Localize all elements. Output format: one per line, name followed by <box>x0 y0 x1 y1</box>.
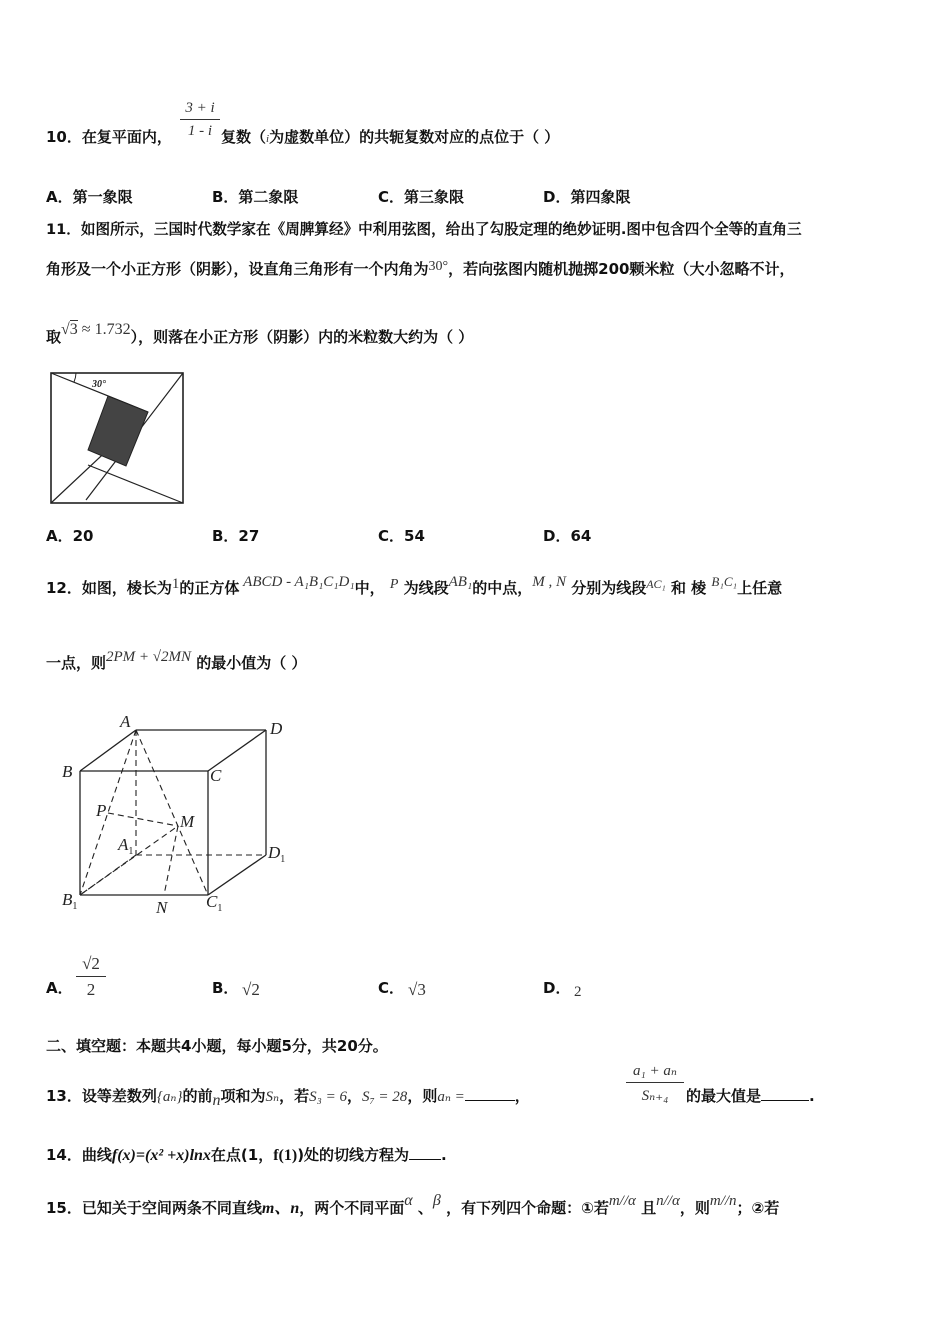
q15-t4: 且 <box>641 1199 657 1217</box>
q11-line2-after: ，若向弦图内随机抛掷200颗米粒（大小忽略不计， <box>448 260 795 278</box>
q12-option-d-letter: D． <box>543 979 571 997</box>
q11-line3: 取√3 ≈ 1.732），则落在小正方形（阴影）内的米粒数大约为（ ） <box>46 321 474 346</box>
q12-option-b-value: √2 <box>242 980 260 999</box>
angle-arc <box>74 373 76 382</box>
q13-t3: 项和为 <box>220 1087 266 1105</box>
q13-n: n <box>212 1092 221 1109</box>
q14-number: 14． <box>46 1146 82 1164</box>
angle-label: 30° <box>92 379 106 390</box>
q10-option-d: D．第四象限 <box>543 188 631 206</box>
shaded-small-square <box>88 396 148 466</box>
q11-chord-figure <box>48 370 186 506</box>
label-N: N <box>156 898 168 917</box>
q13-line <box>46 1086 530 1111</box>
q15-sep: 、 <box>417 1199 433 1217</box>
section2-title: 二、填空题：本题共4小题，每小题5分，共20分。 <box>46 1037 388 1055</box>
triangle-edge-3 <box>88 465 183 503</box>
q12-seg3: B₁C₁ <box>711 574 738 589</box>
q13-number: 13． <box>46 1087 82 1105</box>
q12-number: 12． <box>46 579 82 597</box>
q15-c2: n//α <box>656 1193 680 1209</box>
q12-line2-before: 一点，则 <box>46 654 107 672</box>
label-B1: $B_1$ <box>62 890 78 912</box>
q15-t3: ，有下列四个命题：①若 <box>446 1199 609 1217</box>
cube-edge-AB <box>80 730 136 771</box>
q15-mn: m、n <box>261 1200 300 1217</box>
q15-line <box>46 1191 779 1219</box>
q10-text-mid: 复数（ <box>221 128 267 146</box>
q14-t3: )处的切线方程为 <box>297 1146 410 1164</box>
q12-option-c-letter: C． <box>378 979 405 997</box>
q12-t7: 和 棱 <box>670 579 707 597</box>
q10-frac-den: 1 - i <box>187 123 213 139</box>
q12-t8: 上任意 <box>737 579 783 597</box>
q13-t9: . <box>809 1087 815 1105</box>
label-A1: $A_1$ <box>118 835 134 857</box>
q10-option-c: C．第三象限 <box>378 188 465 206</box>
q10-option-b: B．第二象限 <box>212 188 299 206</box>
q14-t2: 在点(1， <box>210 1146 274 1164</box>
q10-text-before: 在复平面内， <box>81 128 172 146</box>
q15-beta: β <box>432 1192 441 1209</box>
q13-frac-num: a₁ + aₙ <box>626 1061 684 1083</box>
segment-AB1 <box>80 730 136 895</box>
q12-seg1: AB₁ <box>448 574 473 590</box>
q13-t8: 的最大值是 <box>686 1087 762 1105</box>
q10-fraction <box>180 100 220 140</box>
segment-MN <box>164 826 178 895</box>
q13-t6: ，则 <box>407 1087 438 1105</box>
q11-line1: 11．如图所示，三国时代数学家在《周脾算经》中利用弦图，给出了勾股定理的绝妙证明.图中包含四个全等的直角三 <box>46 221 802 238</box>
q12-option-c-value: √3 <box>408 980 426 999</box>
q11-option-d: D．64 <box>543 527 592 545</box>
label-D1: $D_1$ <box>268 843 286 865</box>
q13-t7: ， <box>514 1087 530 1105</box>
q12-seg2: AC₁ <box>646 577 666 591</box>
q15-alpha: α <box>404 1192 413 1209</box>
q13-fraction <box>626 1061 684 1105</box>
q12-t3: 中， <box>354 579 385 597</box>
q14-t1: 曲线 <box>81 1146 112 1164</box>
q11-line2 <box>46 257 794 279</box>
q11-line3-after: ），则落在小正方形（阴影）内的米粒数大约为（ ） <box>130 328 474 346</box>
q12-t1: 如图，棱长为 <box>81 579 172 597</box>
q15-t2: ，两个不同平面 <box>299 1199 405 1217</box>
q13-t4: ，若 <box>279 1087 310 1105</box>
q15-t5: ，则 <box>679 1199 710 1217</box>
label-D: D <box>270 719 283 738</box>
q12-cube-name: ABCD - <box>243 574 295 590</box>
q13-frac-den: Sₙ₊₄ <box>641 1088 669 1104</box>
q11-sqrt-value: 3 <box>69 321 78 338</box>
q15-t1: 已知关于空间两条不同直线 <box>81 1199 262 1217</box>
q14-expr: f(x)=(x² +x)lnx <box>111 1147 211 1164</box>
q13-t1: 设等差数列 <box>81 1087 157 1105</box>
q12-option-a-den: 2 <box>86 980 96 999</box>
cube-edge-C1D1 <box>208 855 266 895</box>
q10-line-rest <box>221 127 559 149</box>
label-A: A <box>120 712 131 731</box>
q12-cube-name2: A₁B₁C₁D₁ <box>294 574 355 590</box>
q11-option-b: B．27 <box>212 527 260 545</box>
q11-approx: ≈ 1.732 <box>81 321 131 338</box>
q10-number: 10． <box>46 128 82 146</box>
q13-sn: Sₙ <box>265 1089 280 1105</box>
q12-option-b-letter: B． <box>212 979 239 997</box>
q13-blank-1[interactable] <box>465 1100 515 1101</box>
cube-edge-DC <box>208 730 266 771</box>
q10-line <box>46 127 172 147</box>
q10-i-symbol: i <box>266 133 270 145</box>
q15-c1: m//α <box>608 1193 636 1209</box>
q11-option-c: C．54 <box>378 527 425 545</box>
q14-line <box>46 1145 447 1166</box>
q14-f1: f(1) <box>273 1147 298 1164</box>
q10-text-after: 为虚数单位）的共轭复数对应的点位于（ ） <box>269 128 560 146</box>
q12-mn: M , N <box>532 574 566 590</box>
q12-t2: 的正方体 <box>179 579 240 597</box>
q15-t6: ；②若 <box>736 1199 780 1217</box>
q12-cube-figure <box>56 708 296 918</box>
label-C1: $C_1$ <box>206 892 223 914</box>
q13-t2: 的前 <box>182 1087 213 1105</box>
q13-blank-2[interactable] <box>761 1100 809 1101</box>
q13-seq: {aₙ} <box>156 1089 183 1105</box>
q13-t5: ， <box>346 1087 362 1105</box>
q13-s7: S₇ = 28 <box>361 1089 408 1105</box>
q12-option-a-num: √2 <box>76 954 106 977</box>
q12-edge: 1 <box>171 576 180 592</box>
q12-line2-after: 的最小值为（ ） <box>196 654 307 672</box>
q12-expr: 2PM + √2MN <box>106 649 192 665</box>
q12-t5: 的中点， <box>472 579 533 597</box>
q13-line-rest <box>686 1086 815 1106</box>
q12-p: P <box>389 577 399 592</box>
q10-option-a: A．第一象限 <box>46 188 133 206</box>
q12-option-d-value: 2 <box>574 984 582 1000</box>
q11-angle: 30° <box>428 259 449 274</box>
q13-s3: S₃ = 6 <box>309 1089 347 1105</box>
q15-c3: m//n <box>709 1193 737 1209</box>
q12-t6: 分别为线段 <box>571 579 647 597</box>
q13-an: aₙ = <box>437 1089 465 1105</box>
q12-line1 <box>46 572 782 598</box>
label-M: M <box>180 812 195 831</box>
segment-AC1 <box>136 730 208 895</box>
label-B: B <box>62 762 73 781</box>
q11-line3-before: 取 <box>46 328 62 346</box>
label-P: P <box>96 801 107 820</box>
q11-line2-before: 角形及一个小正方形（阴影），设直角三角形有一个内角为 <box>46 260 429 278</box>
q15-number: 15． <box>46 1199 82 1217</box>
q12-option-a-fraction <box>76 954 106 1000</box>
q12-option-a-letter: A． <box>46 979 73 997</box>
q11-option-a: A．20 <box>46 527 94 545</box>
q14-t4: . <box>441 1146 447 1164</box>
label-C: C <box>210 766 222 785</box>
q10-frac-num: 3 + i <box>180 100 220 120</box>
q12-t4: 为线段 <box>403 579 449 597</box>
q12-line2 <box>46 647 307 673</box>
segment-PM <box>108 813 178 826</box>
q14-blank[interactable] <box>409 1159 441 1160</box>
